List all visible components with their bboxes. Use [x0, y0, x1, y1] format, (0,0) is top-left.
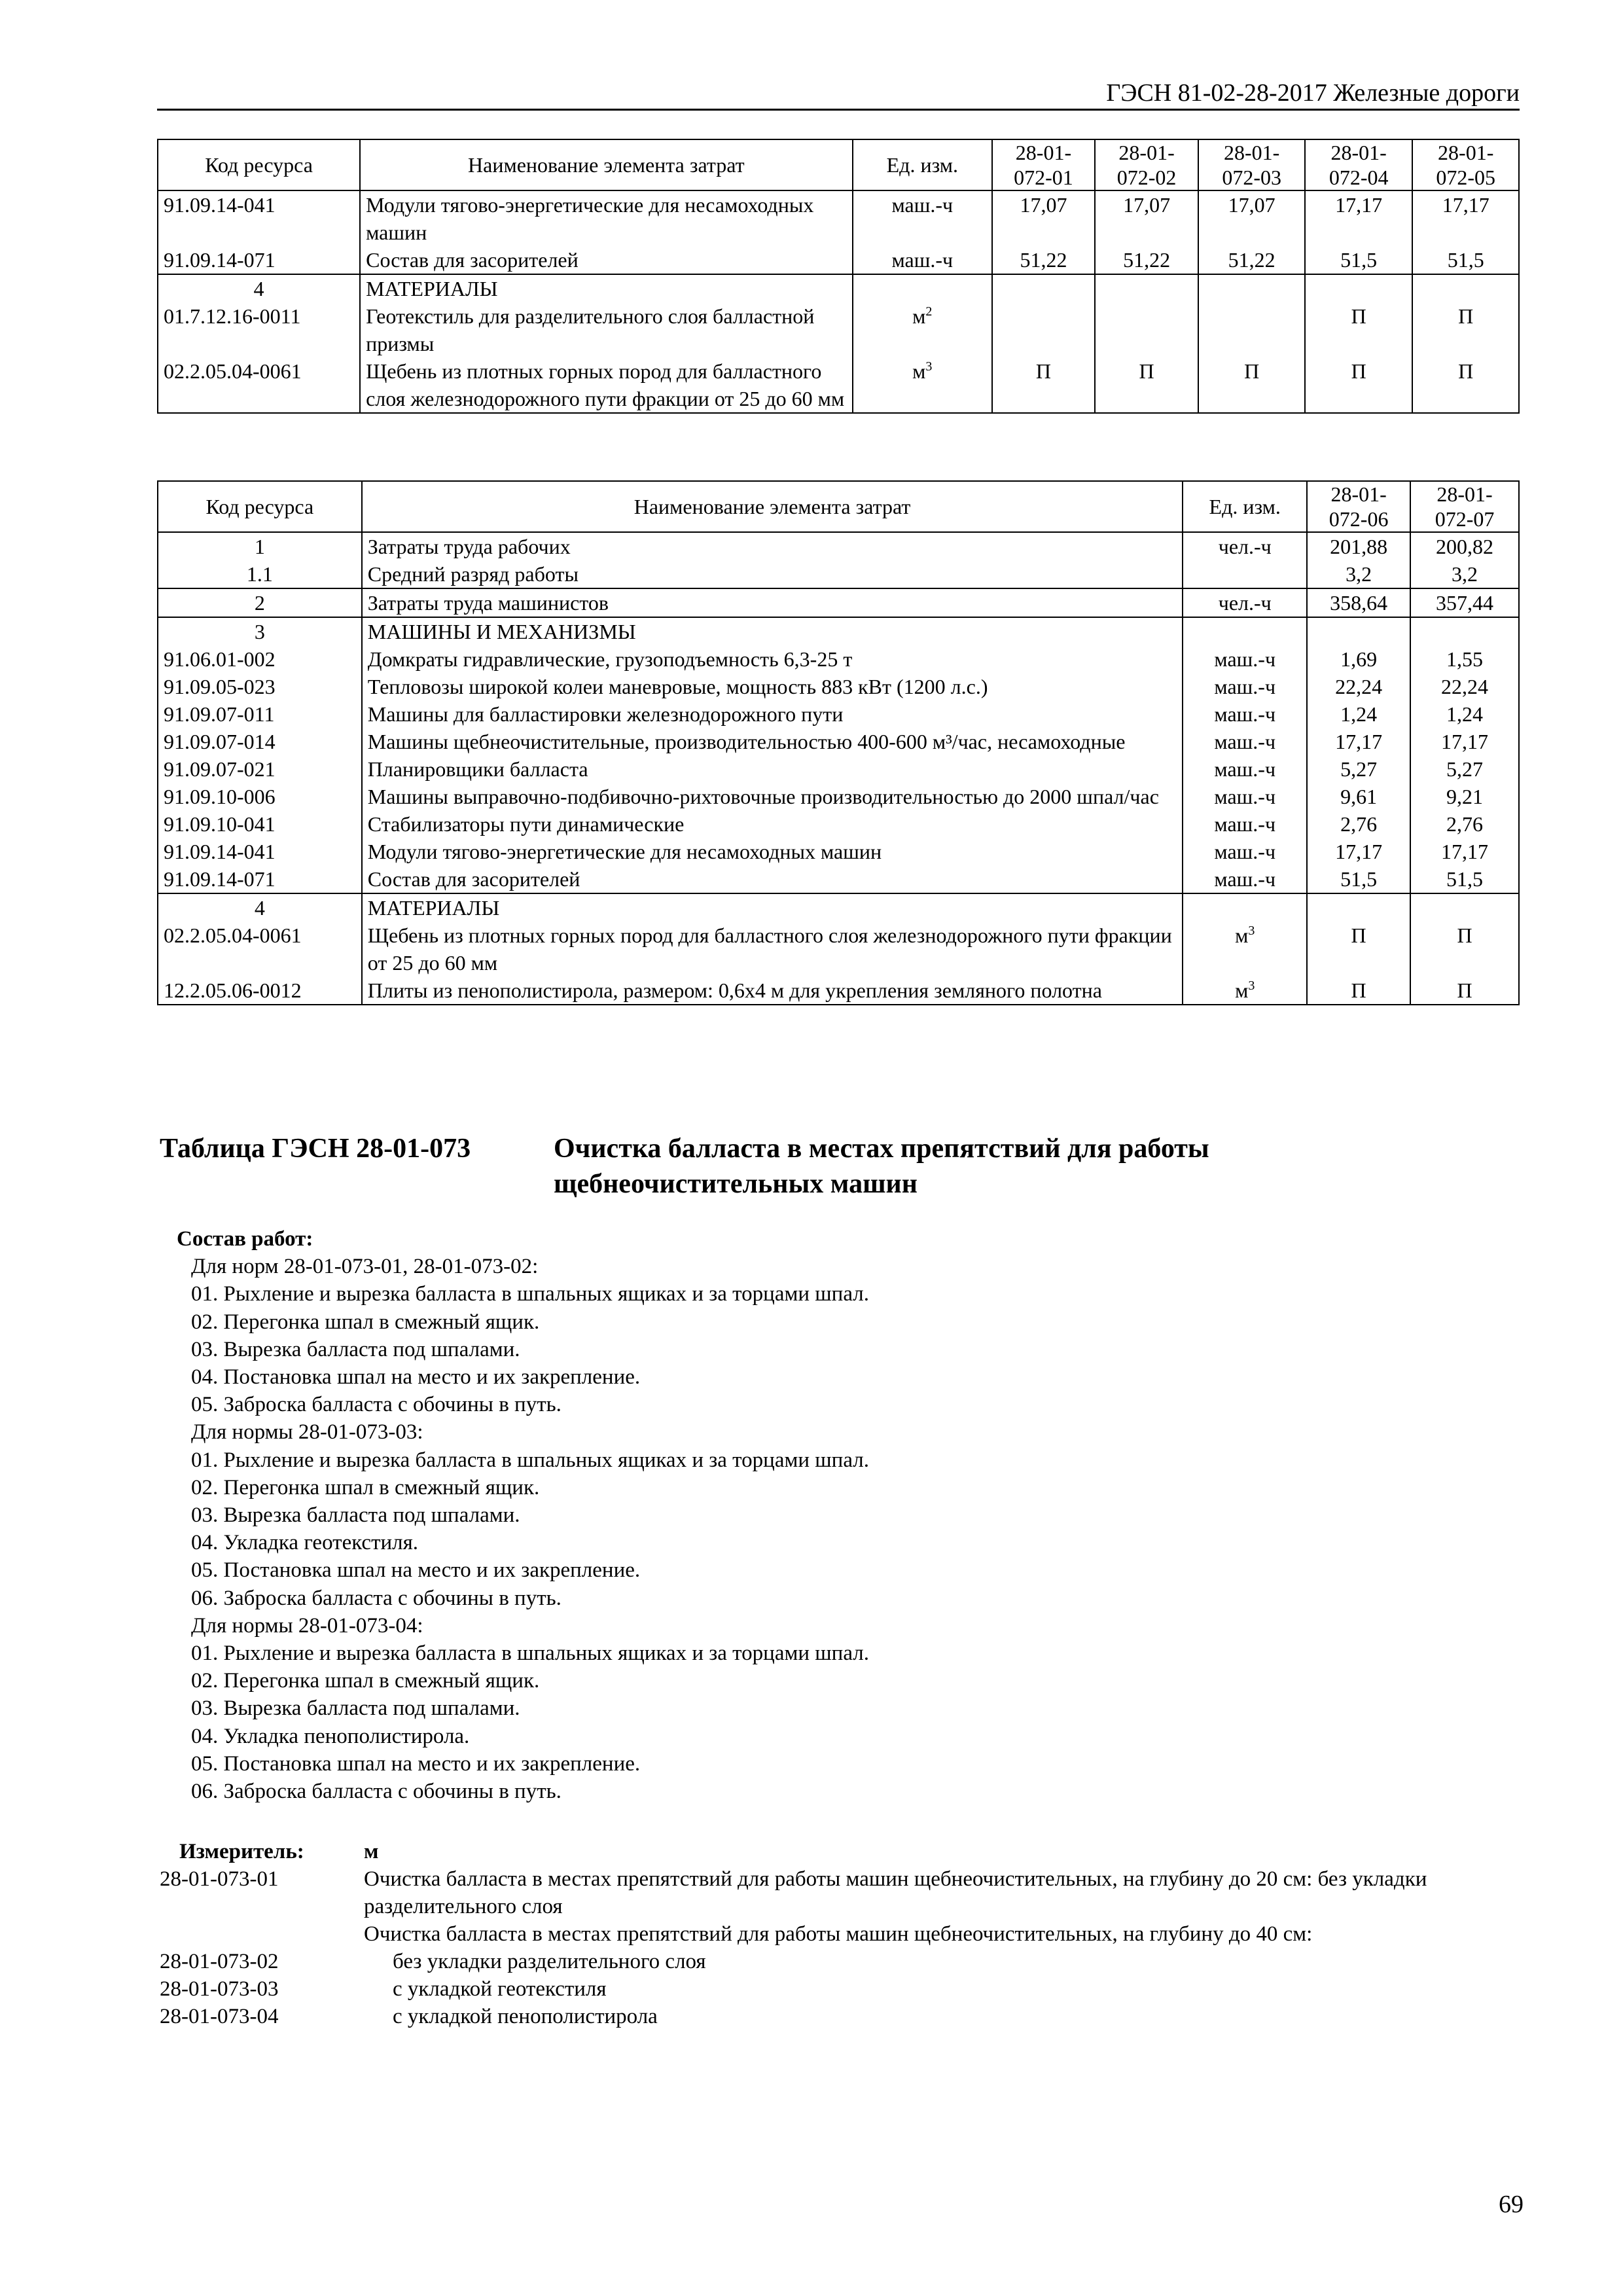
- column-header: 28-01- 072-01: [992, 139, 1095, 190]
- resource-name: МАТЕРИАЛЫ: [360, 274, 852, 302]
- composition-line: 04. Укладка геотекстиля.: [191, 1531, 419, 1555]
- norm-value: [992, 274, 1095, 302]
- resource-code: 91.09.07-011: [158, 700, 362, 728]
- resource-name: Состав для засорителей: [360, 246, 852, 274]
- table-row: [158, 617, 1519, 645]
- resource-code: 91.06.01-002: [158, 645, 362, 673]
- column-header: 28-01- 072-04: [1305, 139, 1413, 190]
- column-header: Ед. изм.: [853, 139, 993, 190]
- column-header: Ед. изм.: [1183, 481, 1307, 532]
- composition-line: 06. Заброска балласта с обочины в путь.: [191, 1586, 562, 1610]
- resource-code: 91.09.05-023: [158, 673, 362, 700]
- table-row: [158, 977, 1519, 1005]
- resource-code: 91.09.14-041: [158, 838, 362, 865]
- norm-value: 22,24: [1307, 673, 1410, 700]
- measure-item: [160, 1865, 1521, 1920]
- resource-table-2: [157, 480, 1520, 1005]
- table-row: [158, 700, 1519, 728]
- composition-line: 02. Перегонка шпал в смежный ящик.: [191, 1475, 540, 1499]
- table-row: [158, 532, 1519, 560]
- norm-value: 17,17: [1305, 190, 1413, 246]
- unit: маш.-ч: [1183, 645, 1307, 673]
- norm-value: 51,5: [1412, 246, 1519, 274]
- resource-name: Средний разряд работы: [362, 560, 1183, 588]
- norm-value: 3,2: [1307, 560, 1410, 588]
- resource-table-1: [157, 139, 1520, 414]
- unit: маш.-ч: [1183, 755, 1307, 783]
- resource-code: 4: [158, 274, 360, 302]
- resource-code: 2: [158, 588, 362, 617]
- unit: маш.-ч: [1183, 700, 1307, 728]
- resource-code: 91.09.14-071: [158, 246, 360, 274]
- measure-block: [160, 1838, 1521, 2030]
- column-header: Наименование элемента затрат: [362, 481, 1183, 532]
- norm-value: [1198, 274, 1305, 302]
- column-header: 28-01- 072-05: [1412, 139, 1519, 190]
- norm-value: [1307, 893, 1410, 922]
- norm-value: 17,17: [1410, 728, 1519, 755]
- table-row: [158, 783, 1519, 810]
- unit: [1183, 560, 1307, 588]
- resource-code: 91.09.10-006: [158, 783, 362, 810]
- unit: чел.-ч: [1183, 588, 1307, 617]
- norm-value: 1,55: [1410, 645, 1519, 673]
- norm-value: 3,2: [1410, 560, 1519, 588]
- norm-code: 28-01-073-04: [160, 2005, 279, 2028]
- norm-value: П: [1307, 977, 1410, 1005]
- norm-value: [1198, 302, 1305, 357]
- table-row: [158, 893, 1519, 922]
- composition-line: 04. Укладка пенополистирола.: [191, 1724, 470, 1748]
- table-row: [158, 645, 1519, 673]
- resource-name: Планировщики балласта: [362, 755, 1183, 783]
- table-row: [158, 588, 1519, 617]
- unit: маш.-ч: [1183, 838, 1307, 865]
- resource-name: Состав для засорителей: [362, 865, 1183, 893]
- norm-value: 9,61: [1307, 783, 1410, 810]
- unit: [1183, 893, 1307, 922]
- composition-line: 01. Рыхление и вырезка балласта в шпальных ящиках и за торцами шпал.: [191, 1448, 869, 1472]
- norm-value: П: [1412, 302, 1519, 357]
- column-header: Код ресурса: [158, 139, 360, 190]
- table-row: [158, 838, 1519, 865]
- composition-line: 01. Рыхление и вырезка балласта в шпальных ящиках и за торцами шпал.: [191, 1282, 869, 1306]
- table-row: [158, 755, 1519, 783]
- norm-description: без укладки разделительного слоя: [393, 1950, 706, 1973]
- norm-value: 200,82: [1410, 532, 1519, 560]
- measure-item: [160, 1975, 1521, 2003]
- norm-value: 51,22: [992, 246, 1095, 274]
- table-title-text: Очистка балласта в местах препятствий для работы щебнеочистительных машин: [554, 1134, 1209, 1199]
- measure-item: [160, 1920, 1521, 1948]
- norm-value: П: [1410, 977, 1519, 1005]
- composition-line: 06. Заброска балласта с обочины в путь.: [191, 1780, 562, 1804]
- resource-name: Затраты труда рабочих: [362, 532, 1183, 560]
- composition-line: 05. Постановка шпал на место и их закрепление.: [191, 1558, 641, 1583]
- resource-name: МАШИНЫ И МЕХАНИЗМЫ: [362, 617, 1183, 645]
- resource-code: 02.2.05.04-0061: [158, 357, 360, 413]
- composition-line: 04. Постановка шпал на место и их закрепление.: [191, 1365, 641, 1390]
- norm-value: 1,24: [1307, 700, 1410, 728]
- resource-name: Затраты труда машинистов: [362, 588, 1183, 617]
- column-header: 28-01- 072-06: [1307, 481, 1410, 532]
- page-number: 69: [1499, 2191, 1524, 2218]
- composition-line: 01. Рыхление и вырезка балласта в шпальных ящиках и за торцами шпал.: [191, 1641, 869, 1666]
- table-row: [158, 673, 1519, 700]
- unit-exponent: 3: [1248, 978, 1255, 993]
- composition-line: 03. Вырезка балласта под шпалами.: [191, 1696, 520, 1721]
- resource-name: Геотекстиль для разделительного слоя балластной призмы: [360, 302, 852, 357]
- unit: маш.-ч: [1183, 865, 1307, 893]
- norm-value: 9,21: [1410, 783, 1519, 810]
- norm-value: 201,88: [1307, 532, 1410, 560]
- table-row: [158, 865, 1519, 893]
- unit: маш.-ч: [1183, 728, 1307, 755]
- measure-item: [160, 1948, 1521, 1975]
- norm-value: П: [1412, 357, 1519, 413]
- unit-exponent: 3: [925, 359, 933, 374]
- resource-code: 01.7.12.16-0011: [158, 302, 360, 357]
- norm-value: 1,69: [1307, 645, 1410, 673]
- norm-value: [1305, 274, 1413, 302]
- norm-value: 51,22: [1198, 246, 1305, 274]
- unit: маш.-ч: [1183, 783, 1307, 810]
- norm-value: [1095, 302, 1199, 357]
- norm-value: 2,76: [1307, 810, 1410, 838]
- unit: $м^3$: [1183, 922, 1307, 977]
- unit: $м^2$: [853, 302, 993, 357]
- unit: маш.-ч: [1183, 673, 1307, 700]
- composition-line: 03. Вырезка балласта под шпалами.: [191, 1503, 520, 1528]
- composition-line: 05. Постановка шпал на место и их закрепление.: [191, 1751, 641, 1776]
- table-row: [158, 274, 1519, 302]
- unit: маш.-ч: [853, 246, 993, 274]
- norm-value: П: [1198, 357, 1305, 413]
- norm-code: 28-01-073-01: [160, 1867, 279, 1891]
- norm-value: 17,07: [1198, 190, 1305, 246]
- resource-name: Домкраты гидравлические, грузоподъемность 6,3-25 т: [362, 645, 1183, 673]
- resource-code: 91.09.14-041: [158, 190, 360, 246]
- norm-code: 28-01-073-02: [160, 1950, 279, 1973]
- norm-value: [1412, 274, 1519, 302]
- norm-value: 51,5: [1305, 246, 1413, 274]
- unit-exponent: 3: [1248, 924, 1255, 938]
- norm-value: П: [1307, 922, 1410, 977]
- composition-line: Для нормы 28-01-073-04:: [191, 1613, 423, 1638]
- norm-code: 28-01-073-03: [160, 1977, 279, 2001]
- table-row: [158, 560, 1519, 588]
- measure-unit: м: [364, 1840, 379, 1863]
- resource-name: Модули тягово-энергетические для несамоходных машин: [360, 190, 852, 246]
- resource-code: 91.09.07-014: [158, 728, 362, 755]
- norm-value: [1307, 617, 1410, 645]
- unit: $м^3$: [853, 357, 993, 413]
- norm-value: 5,27: [1410, 755, 1519, 783]
- column-header: 28-01- 072-07: [1410, 481, 1519, 532]
- unit: [1183, 617, 1307, 645]
- norm-description: Очистка балласта в местах препятствий для работы машин щебнеочистительных, на глубину до 40 см:: [364, 1922, 1313, 1946]
- norm-value: 1,24: [1410, 700, 1519, 728]
- norm-value: П: [1095, 357, 1199, 413]
- unit: чел.-ч: [1183, 532, 1307, 560]
- resource-name: Стабилизаторы пути динамические: [362, 810, 1183, 838]
- column-header: 28-01- 072-03: [1198, 139, 1305, 190]
- table-row: [158, 302, 1519, 357]
- resource-code: 02.2.05.04-0061: [158, 922, 362, 977]
- norm-value: 357,44: [1410, 588, 1519, 617]
- norm-value: 51,5: [1410, 865, 1519, 893]
- norm-value: 17,07: [1095, 190, 1199, 246]
- composition-heading: Состав работ:: [177, 1227, 313, 1251]
- resource-name: Щебень из плотных горных пород для балластного слоя железнодорожного пути фракции от 25 до 60 мм: [360, 357, 852, 413]
- table-row: [158, 922, 1519, 977]
- unit: маш.-ч: [853, 190, 993, 246]
- norm-description: с укладкой пенополистирола: [393, 2005, 658, 2028]
- norm-value: П: [1305, 302, 1413, 357]
- table-title-label: Таблица ГЭСН 28-01-073: [160, 1134, 471, 1164]
- norm-value: [1095, 274, 1199, 302]
- unit: маш.-ч: [1183, 810, 1307, 838]
- norm-value: 17,17: [1412, 190, 1519, 246]
- column-header: 28-01- 072-02: [1095, 139, 1199, 190]
- work-composition: [177, 1225, 869, 1805]
- unit-exponent: 2: [925, 304, 933, 319]
- resource-name: Плиты из пенополистирола, размером: 0,6х4 м для укрепления земляного полотна: [362, 977, 1183, 1005]
- norm-value: 2,76: [1410, 810, 1519, 838]
- column-header: Наименование элемента затрат: [360, 139, 852, 190]
- norm-description: с укладкой геотекстиля: [393, 1977, 607, 2001]
- running-header: ГЭСН 81-02-28-2017 Железные дороги: [157, 77, 1520, 111]
- composition-line: 05. Заброска балласта с обочины в путь.: [191, 1393, 562, 1417]
- composition-line: Для нормы 28-01-073-03:: [191, 1420, 423, 1444]
- table-row: [158, 246, 1519, 274]
- resource-code: 3: [158, 617, 362, 645]
- composition-line: 03. Вырезка балласта под шпалами.: [191, 1337, 520, 1361]
- norm-value: 5,27: [1307, 755, 1410, 783]
- composition-line: 02. Перегонка шпал в смежный ящик.: [191, 1669, 540, 1693]
- norm-value: П: [1305, 357, 1413, 413]
- norm-value: П: [992, 357, 1095, 413]
- norm-value: 17,17: [1410, 838, 1519, 865]
- norm-value: 17,17: [1307, 728, 1410, 755]
- composition-line: 02. Перегонка шпал в смежный ящик.: [191, 1310, 540, 1334]
- norm-description: Очистка балласта в местах препятствий для работы машин щебнеочистительных, на глубину до 20 см: без укладки разделительного слоя: [364, 1867, 1427, 1918]
- measure-label: Измеритель:: [179, 1840, 304, 1863]
- table-row: [158, 190, 1519, 246]
- composition-line: Для норм 28-01-073-01, 28-01-073-02:: [191, 1255, 539, 1279]
- norm-value: 51,22: [1095, 246, 1199, 274]
- resource-code: 91.09.07-021: [158, 755, 362, 783]
- resource-name: Машины выправочно-подбивочно-рихтовочные производительностью до 2000 шпал/час: [362, 783, 1183, 810]
- unit: $м^3$: [1183, 977, 1307, 1005]
- measure-item: [160, 2003, 1521, 2030]
- resource-code: 1.1: [158, 560, 362, 588]
- norm-value: 51,5: [1307, 865, 1410, 893]
- norm-value: П: [1410, 922, 1519, 977]
- resource-code: 4: [158, 893, 362, 922]
- norm-value: [1410, 893, 1519, 922]
- column-header: Код ресурса: [158, 481, 362, 532]
- resource-name: Щебень из плотных горных пород для балластного слоя железнодорожного пути фракции от 25 до 60 мм: [362, 922, 1183, 977]
- resource-code: 12.2.05.06-0012: [158, 977, 362, 1005]
- table-row: [158, 357, 1519, 413]
- resource-code: 91.09.10-041: [158, 810, 362, 838]
- norm-value: 17,07: [992, 190, 1095, 246]
- table-row: [158, 810, 1519, 838]
- resource-name: Машины для балластировки железнодорожного пути: [362, 700, 1183, 728]
- norm-value: [1410, 617, 1519, 645]
- resource-name: Машины щебнеочистительные, производительностью 400-600 м³/час, несамоходные: [362, 728, 1183, 755]
- resource-name: Тепловозы широкой колеи маневровые, мощность 883 кВт (1200 л.с.): [362, 673, 1183, 700]
- norm-value: [992, 302, 1095, 357]
- norm-value: 17,17: [1307, 838, 1410, 865]
- resource-code: 91.09.14-071: [158, 865, 362, 893]
- resource-name: Модули тягово-энергетические для несамоходных машин: [362, 838, 1183, 865]
- norm-value: 22,24: [1410, 673, 1519, 700]
- table-row: [158, 728, 1519, 755]
- resource-name: МАТЕРИАЛЫ: [362, 893, 1183, 922]
- norm-value: 358,64: [1307, 588, 1410, 617]
- resource-code: 1: [158, 532, 362, 560]
- unit: [853, 274, 993, 302]
